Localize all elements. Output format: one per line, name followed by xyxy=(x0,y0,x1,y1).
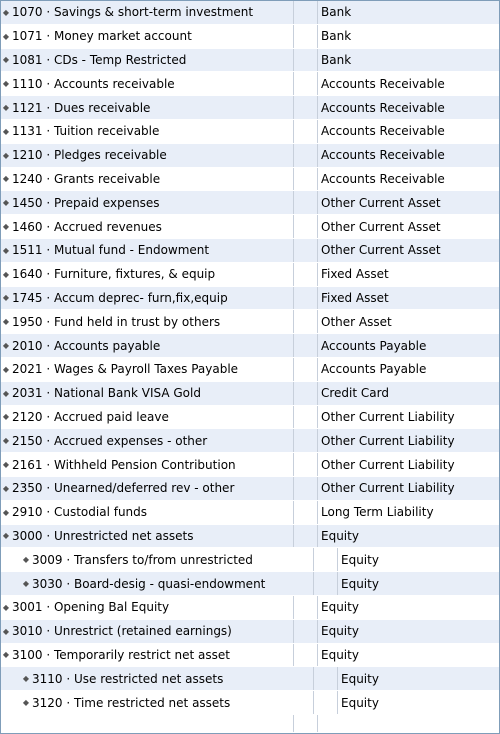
mid-column-cell xyxy=(293,287,318,310)
account-type-cell xyxy=(318,334,499,357)
account-type-cell xyxy=(318,501,499,524)
account-name: 1240 · Grants receivable xyxy=(12,171,161,186)
account-row[interactable] xyxy=(1,168,499,192)
account-type: Equity xyxy=(341,576,379,591)
mid-column-cell xyxy=(313,691,338,714)
account-type-cell xyxy=(318,144,499,167)
account-type-cell xyxy=(318,191,499,214)
mid-column-cell xyxy=(293,72,318,95)
diamond-icon: ◆ xyxy=(22,555,30,565)
account-type-cell xyxy=(318,382,499,405)
account-type: Credit Card xyxy=(321,386,389,401)
account-row[interactable] xyxy=(1,72,499,96)
mid-column-cell xyxy=(293,1,318,24)
account-name: 2031 · National Bank VISA Gold xyxy=(12,386,201,401)
diamond-icon: ◆ xyxy=(2,198,10,208)
account-type-cell xyxy=(318,453,499,476)
account-name-cell xyxy=(1,358,293,381)
account-name-cell xyxy=(1,72,293,95)
account-type-cell xyxy=(318,477,499,500)
account-name-cell xyxy=(1,239,293,262)
account-row[interactable] xyxy=(1,453,499,477)
account-row[interactable] xyxy=(1,144,499,168)
account-name: 3001 · Opening Bal Equity xyxy=(12,600,170,615)
account-name: 1071 · Money market account xyxy=(12,29,192,44)
empty-row xyxy=(1,715,499,733)
account-type-cell xyxy=(338,667,499,690)
account-name: 1131 · Tuition receivable xyxy=(12,124,160,139)
mid-column-cell xyxy=(293,406,318,429)
account-row[interactable] xyxy=(1,501,499,525)
mid-column-cell xyxy=(293,49,318,72)
diamond-icon: ◆ xyxy=(2,341,10,351)
diamond-icon: ◆ xyxy=(2,650,10,660)
diamond-icon: ◆ xyxy=(2,412,10,422)
account-type: Accounts Receivable xyxy=(321,148,445,163)
account-type-cell xyxy=(318,120,499,143)
account-type-cell xyxy=(318,358,499,381)
account-row[interactable] xyxy=(1,644,499,668)
account-row[interactable] xyxy=(1,691,499,715)
mid-column-cell xyxy=(293,525,318,548)
account-name-cell xyxy=(1,525,293,548)
diamond-icon: ◆ xyxy=(2,293,10,303)
diamond-icon: ◆ xyxy=(2,317,10,327)
diamond-icon: ◆ xyxy=(2,55,10,65)
account-type: Accounts Receivable xyxy=(321,124,445,139)
mid-column-cell xyxy=(293,429,318,452)
account-name: 1070 · Savings & short-term investment xyxy=(12,5,254,20)
account-name-cell xyxy=(1,310,293,333)
account-type: Accounts Payable xyxy=(321,338,427,353)
diamond-icon: ◆ xyxy=(2,626,10,636)
account-name-cell xyxy=(1,406,293,429)
account-name-cell xyxy=(1,120,293,143)
account-name-cell xyxy=(1,548,313,571)
diamond-icon: ◆ xyxy=(2,126,10,136)
account-type-cell xyxy=(318,215,499,238)
account-type: Fixed Asset xyxy=(321,290,389,305)
diamond-icon: ◆ xyxy=(2,222,10,232)
account-type-cell xyxy=(318,287,499,310)
account-row[interactable] xyxy=(1,1,499,25)
account-row[interactable] xyxy=(1,49,499,73)
account-type-cell xyxy=(318,25,499,48)
account-type-cell xyxy=(318,96,499,119)
account-type-cell xyxy=(318,525,499,548)
account-type-cell xyxy=(318,429,499,452)
account-name-cell xyxy=(1,572,313,595)
empty-type-cell xyxy=(318,715,499,732)
account-name: 3030 · Board-desig - quasi-endowment xyxy=(32,576,266,591)
account-type-cell xyxy=(318,596,499,619)
account-type: Accounts Receivable xyxy=(321,100,445,115)
account-name-cell xyxy=(1,144,293,167)
empty-name-cell xyxy=(1,715,293,732)
mid-column-cell xyxy=(313,572,338,595)
mid-column-cell xyxy=(293,215,318,238)
account-name: 2350 · Unearned/deferred rev - other xyxy=(12,481,235,496)
account-name-cell xyxy=(1,96,293,119)
account-row[interactable] xyxy=(1,358,499,382)
account-type: Equity xyxy=(341,671,379,686)
diamond-icon: ◆ xyxy=(2,79,10,89)
account-type: Equity xyxy=(341,552,379,567)
mid-column-cell xyxy=(293,263,318,286)
account-row[interactable] xyxy=(1,406,499,430)
mid-column-cell xyxy=(293,334,318,357)
account-row[interactable] xyxy=(1,120,499,144)
account-name: 1110 · Accounts receivable xyxy=(12,76,175,91)
account-type: Other Current Liability xyxy=(321,433,455,448)
mid-column-cell xyxy=(293,358,318,381)
account-type: Other Current Liability xyxy=(321,409,455,424)
diamond-icon: ◆ xyxy=(2,7,10,17)
diamond-icon: ◆ xyxy=(2,31,10,41)
account-row[interactable] xyxy=(1,548,499,572)
account-type: Other Current Liability xyxy=(321,457,455,472)
account-name: 2120 · Accrued paid leave xyxy=(12,409,169,424)
account-type: Fixed Asset xyxy=(321,267,389,282)
diamond-icon: ◆ xyxy=(2,388,10,398)
mid-column-cell xyxy=(313,548,338,571)
account-type: Equity xyxy=(321,624,359,639)
account-name: 1640 · Furniture, fixtures, & equip xyxy=(12,267,216,282)
account-type-cell xyxy=(318,1,499,24)
account-name-cell xyxy=(1,263,293,286)
account-name-cell xyxy=(1,667,313,690)
account-name: 3000 · Unrestricted net assets xyxy=(12,528,194,543)
diamond-icon: ◆ xyxy=(2,150,10,160)
diamond-icon: ◆ xyxy=(2,245,10,255)
account-type: Other Current Asset xyxy=(321,195,441,210)
mid-column-cell xyxy=(293,644,318,667)
account-rows xyxy=(1,1,499,715)
mid-column-cell xyxy=(293,96,318,119)
account-name: 1950 · Fund held in trust by others xyxy=(12,314,221,329)
diamond-icon: ◆ xyxy=(2,364,10,374)
diamond-icon: ◆ xyxy=(2,531,10,541)
account-name: 3009 · Transfers to/from unrestricted xyxy=(32,552,253,567)
account-row[interactable] xyxy=(1,215,499,239)
account-name-cell xyxy=(1,49,293,72)
account-type-cell xyxy=(338,572,499,595)
account-name: 2910 · Custodial funds xyxy=(12,505,148,520)
account-type: Accounts Payable xyxy=(321,362,427,377)
account-name-cell xyxy=(1,596,293,619)
account-name-cell xyxy=(1,191,293,214)
account-row[interactable] xyxy=(1,525,499,549)
account-name: 1745 · Accum deprec- furn,fix,equip xyxy=(12,290,228,305)
diamond-icon: ◆ xyxy=(2,507,10,517)
account-name: 3010 · Unrestrict (retained earnings) xyxy=(12,624,232,639)
account-name-cell xyxy=(1,1,293,24)
account-name-cell xyxy=(1,501,293,524)
account-type-cell xyxy=(318,406,499,429)
account-type: Bank xyxy=(321,5,352,20)
account-type-cell xyxy=(338,548,499,571)
diamond-icon: ◆ xyxy=(2,602,10,612)
mid-column-cell xyxy=(293,191,318,214)
account-type: Accounts Receivable xyxy=(321,171,445,186)
account-type-cell xyxy=(338,691,499,714)
mid-column-cell xyxy=(293,453,318,476)
diamond-icon: ◆ xyxy=(2,483,10,493)
account-name-cell xyxy=(1,429,293,452)
account-name: 1511 · Mutual fund - Endowment xyxy=(12,243,210,258)
mid-column-cell xyxy=(293,25,318,48)
account-row[interactable] xyxy=(1,429,499,453)
account-type: Equity xyxy=(321,528,359,543)
diamond-icon: ◆ xyxy=(2,103,10,113)
account-row[interactable] xyxy=(1,310,499,334)
account-type: Other Current Asset xyxy=(321,243,441,258)
account-type: Other Current Asset xyxy=(321,219,441,234)
account-type: Bank xyxy=(321,29,352,44)
account-type: Equity xyxy=(341,695,379,710)
account-type-cell xyxy=(318,239,499,262)
account-name-cell xyxy=(1,453,293,476)
mid-column-cell xyxy=(293,477,318,500)
account-name: 1121 · Dues receivable xyxy=(12,100,151,115)
account-row[interactable] xyxy=(1,287,499,311)
mid-column-cell xyxy=(293,596,318,619)
account-name: 2150 · Accrued expenses - other xyxy=(12,433,208,448)
account-name: 3110 · Use restricted net assets xyxy=(32,671,224,686)
account-type: Equity xyxy=(321,647,359,662)
account-name: 2021 · Wages & Payroll Taxes Payable xyxy=(12,362,239,377)
mid-column-cell xyxy=(293,168,318,191)
account-row[interactable] xyxy=(1,667,499,691)
diamond-icon: ◆ xyxy=(2,436,10,446)
account-row[interactable] xyxy=(1,96,499,120)
empty-mid-cell xyxy=(293,715,318,732)
diamond-icon: ◆ xyxy=(22,579,30,589)
account-type: Other Current Liability xyxy=(321,481,455,496)
account-name: 1081 · CDs - Temp Restricted xyxy=(12,52,187,67)
account-type-cell xyxy=(318,620,499,643)
diamond-icon: ◆ xyxy=(22,698,30,707)
account-row[interactable] xyxy=(1,596,499,620)
account-name: 1210 · Pledges receivable xyxy=(12,148,167,163)
account-name: 1460 · Accrued revenues xyxy=(12,219,162,234)
account-name: 3100 · Temporarily restrict net asset xyxy=(12,647,230,662)
account-name-cell xyxy=(1,168,293,191)
account-name: 2161 · Withheld Pension Contribution xyxy=(12,457,236,472)
mid-column-cell xyxy=(293,120,318,143)
mid-column-cell xyxy=(293,620,318,643)
account-type-cell xyxy=(318,49,499,72)
mid-column-cell xyxy=(293,501,318,524)
account-row[interactable] xyxy=(1,263,499,287)
diamond-icon: ◆ xyxy=(22,674,30,684)
account-name-cell xyxy=(1,215,293,238)
account-name-cell xyxy=(1,25,293,48)
diamond-icon: ◆ xyxy=(2,269,10,279)
account-type: Accounts Receivable xyxy=(321,76,445,91)
mid-column-cell xyxy=(293,382,318,405)
diamond-icon: ◆ xyxy=(2,174,10,184)
account-type: Long Term Liability xyxy=(321,505,434,520)
account-row[interactable] xyxy=(1,572,499,596)
account-type-cell xyxy=(318,644,499,667)
account-row[interactable] xyxy=(1,620,499,644)
account-row[interactable] xyxy=(1,334,499,358)
account-row[interactable] xyxy=(1,239,499,263)
account-name-cell xyxy=(1,287,293,310)
account-type-cell xyxy=(318,263,499,286)
account-name: 3120 · Time restricted net assets xyxy=(32,695,231,710)
account-name: 1450 · Prepaid expenses xyxy=(12,195,160,210)
account-type: Bank xyxy=(321,52,352,67)
mid-column-cell xyxy=(293,144,318,167)
account-name-cell xyxy=(1,334,293,357)
account-row[interactable] xyxy=(1,191,499,215)
account-row[interactable] xyxy=(1,477,499,501)
account-type-cell xyxy=(318,72,499,95)
account-name-cell xyxy=(1,620,293,643)
mid-column-cell xyxy=(313,667,338,690)
account-name: 2010 · Accounts payable xyxy=(12,338,161,353)
account-name-cell xyxy=(1,691,313,714)
account-name-cell xyxy=(1,644,293,667)
mid-column-cell xyxy=(293,310,318,333)
account-type: Equity xyxy=(321,600,359,615)
account-type: Other Asset xyxy=(321,314,392,329)
account-name-cell xyxy=(1,382,293,405)
diamond-icon: ◆ xyxy=(2,460,10,470)
account-row[interactable] xyxy=(1,382,499,406)
account-type-cell xyxy=(318,168,499,191)
account-row[interactable] xyxy=(1,25,499,49)
mid-column-cell xyxy=(293,239,318,262)
account-name-cell xyxy=(1,477,293,500)
account-type-cell xyxy=(318,310,499,333)
